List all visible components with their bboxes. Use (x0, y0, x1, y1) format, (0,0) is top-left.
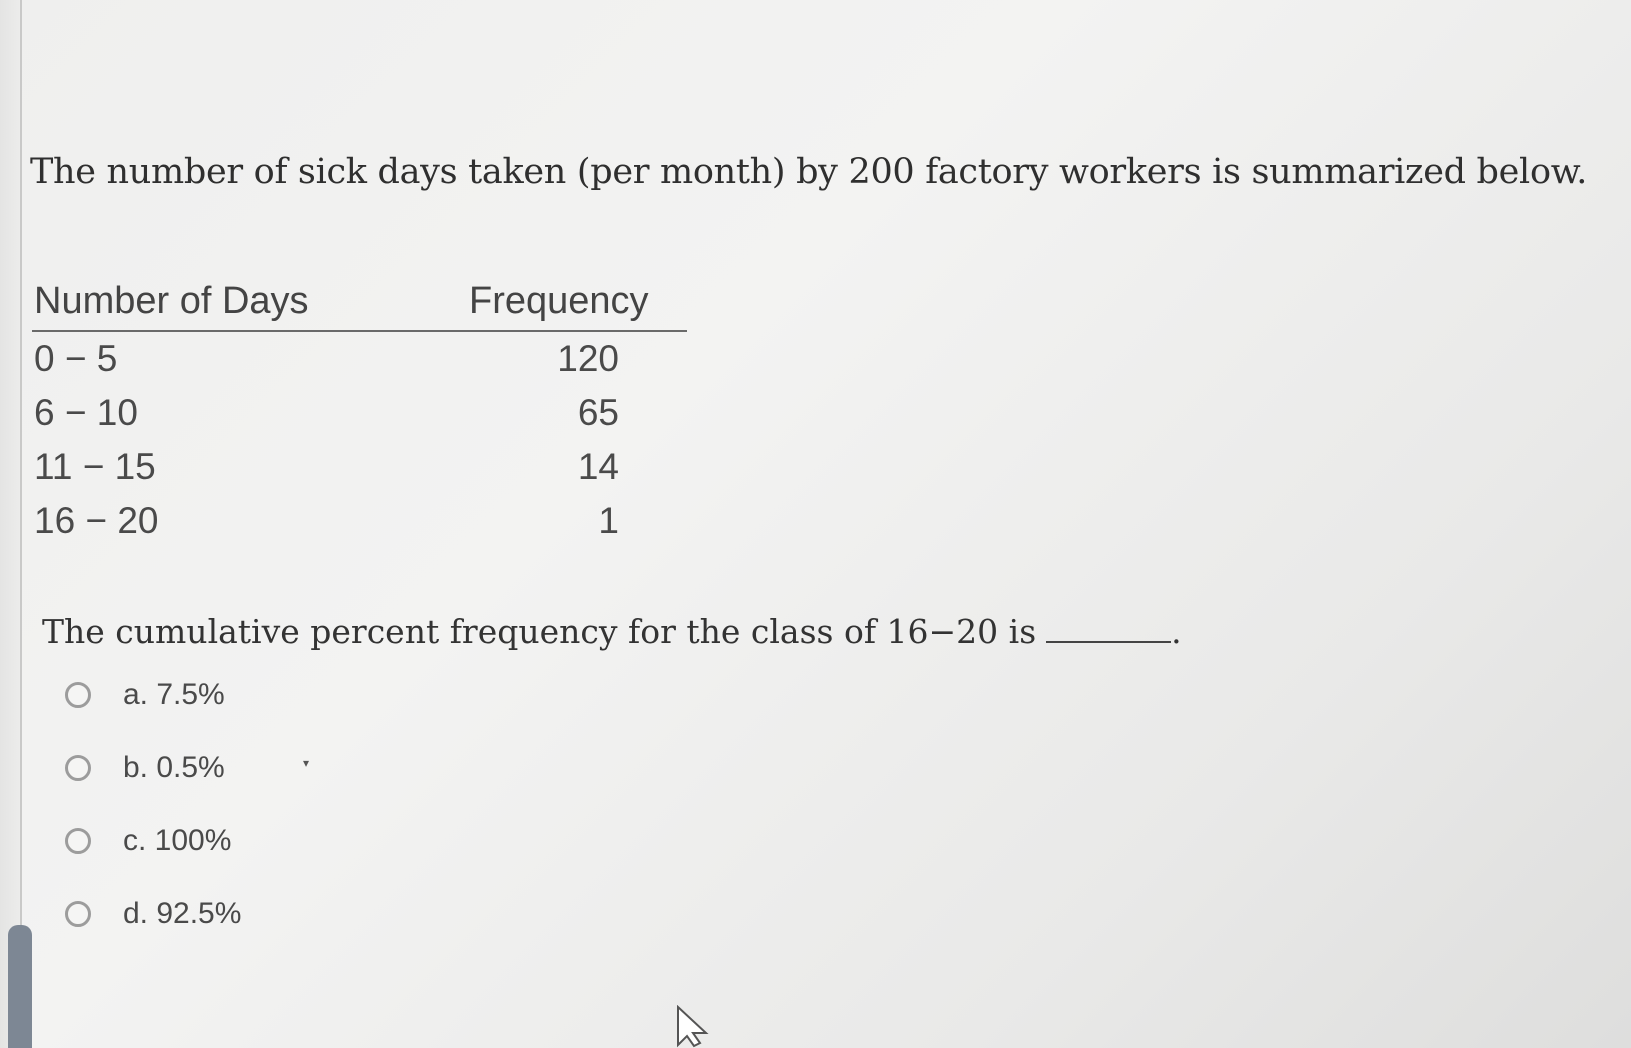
answer-blank (1046, 641, 1171, 643)
option-label[interactable]: b. 0.5% (123, 751, 225, 784)
left-border (0, 0, 22, 1048)
days-cell: 0 − 5 (34, 338, 118, 379)
column-header-frequency: Frequency (469, 280, 649, 322)
option-a[interactable] (65, 678, 241, 751)
option-b[interactable] (65, 751, 241, 824)
days-cell: 6 − 10 (34, 392, 138, 433)
table-row (32, 440, 687, 494)
frequency-cell: 1 (598, 500, 619, 541)
table-header (32, 280, 687, 332)
table-row (32, 494, 687, 548)
scrollbar-thumb[interactable] (8, 925, 32, 1048)
frequency-cell: 65 (577, 392, 619, 433)
radio-button-icon[interactable] (65, 682, 91, 708)
frequency-table (32, 280, 687, 548)
question-title: The number of sick days taken (per month) by 200 factory workers is summarized below. (30, 152, 1588, 192)
prompt-text: The cumulative percent frequency for the class of 16−20 is (42, 612, 1037, 651)
question-prompt (42, 612, 1182, 651)
frequency-cell: 14 (577, 446, 619, 487)
answer-options (65, 678, 241, 970)
option-label[interactable]: d. 92.5% (123, 897, 242, 930)
option-d[interactable] (65, 897, 241, 970)
option-c[interactable] (65, 824, 241, 897)
prompt-end: . (1171, 612, 1182, 651)
table-row (32, 386, 687, 440)
frequency-cell: 120 (557, 338, 619, 379)
days-cell: 16 − 20 (34, 500, 159, 541)
column-header-days: Number of Days (34, 280, 309, 322)
option-label[interactable]: a. 7.5% (123, 678, 225, 711)
table-row (32, 332, 687, 386)
radio-button-icon[interactable] (65, 828, 91, 854)
days-cell: 11 − 15 (34, 446, 156, 487)
radio-button-icon[interactable] (65, 901, 91, 927)
radio-button-icon[interactable] (65, 755, 91, 781)
stray-mark-icon: ▾ (303, 756, 310, 770)
option-label[interactable]: c. 100% (123, 824, 232, 857)
